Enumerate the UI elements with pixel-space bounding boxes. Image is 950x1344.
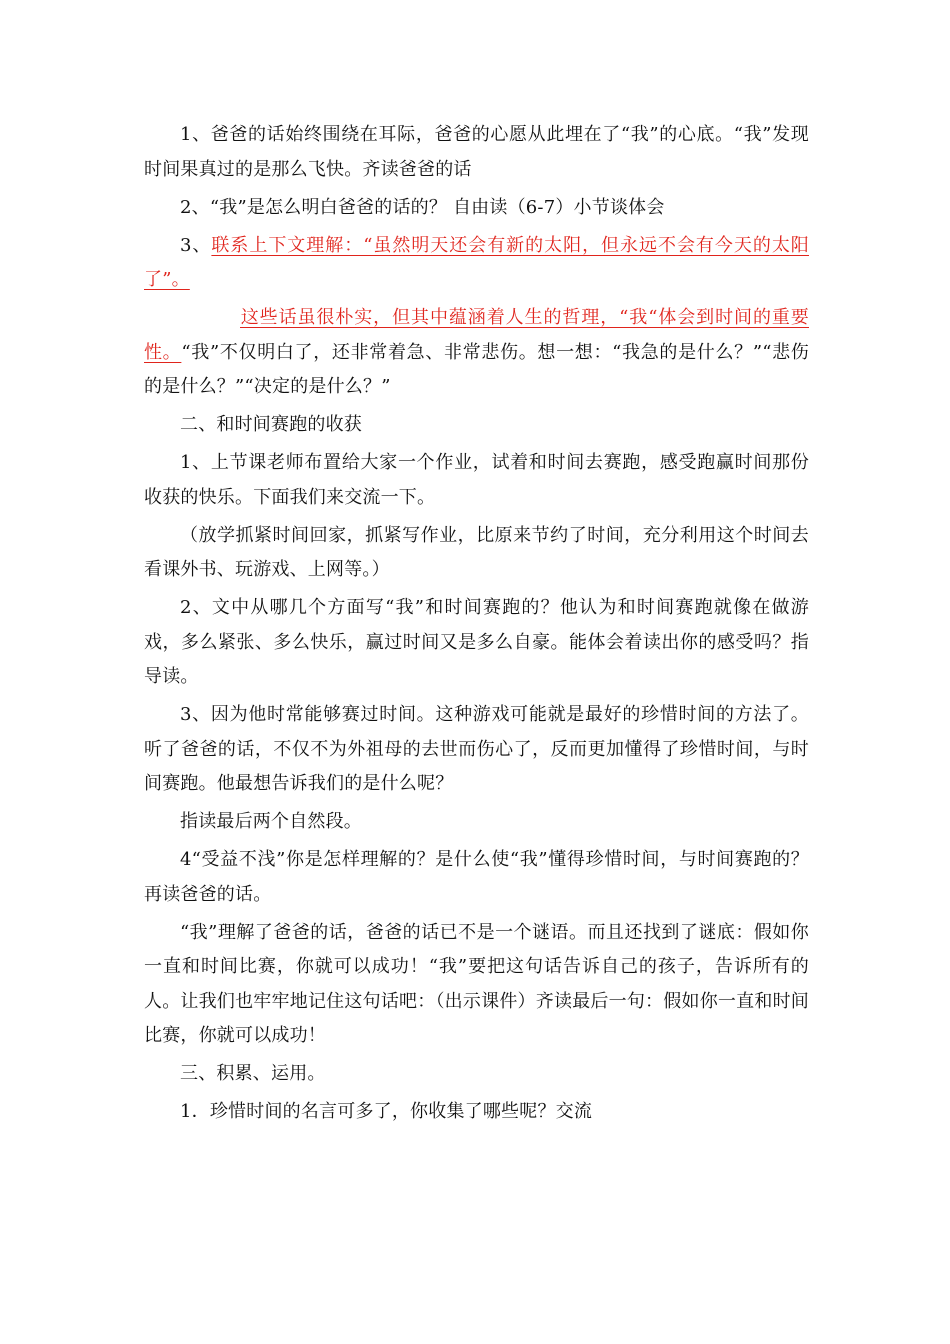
- paragraph-8: 2、文中从哪几个方面写“我”和时间赛跑的？他认为和时间赛跑就像在做游戏，多么紧张、多么快乐，赢过时间又是多么自豪。能体会着读出你的感受吗？指导读。: [144, 597, 809, 687]
- paragraph-9: 3、因为他时常能够赛过时间。这种游戏可能就是最好的珍惜时间的方法了。听了爸爸的话，不仅不为外祖母的去世而伤心了，反而更加懂得了珍惜时间，与时间赛跑。他最想告诉我们的是什么呢？: [144, 704, 809, 794]
- paragraph-1: 1、爸爸的话始终围绕在耳际，爸爸的心愿从此埋在了“我”的心底。“我”发现时间果真过的是那么飞快。齐读爸爸的话: [144, 124, 809, 180]
- paragraph-4-rest: “我”不仅明白了，还非常着急、非常悲伤。想一想：“我急的是什么？”“悲伤的是什么？”“决定的是什么？”: [144, 341, 809, 397]
- section-heading-2: 二、和时间赛跑的收获: [180, 414, 362, 435]
- paragraph-4: [144, 301, 809, 405]
- paragraph-7: （放学抓紧时间回家，抓紧写作业，比原来节约了时间，充分利用这个时间去看课外书、玩游戏、上网等。）: [144, 524, 809, 580]
- section-heading-3: 三、积累、运用。: [180, 1063, 326, 1084]
- paragraph-3: [144, 229, 809, 298]
- paragraph-11: 4“受益不浅”你是怎样理解的？是什么使“我”懂得珍惜时间，与时间赛跑的？再读爸爸的话。: [144, 849, 809, 905]
- paragraph-12: “我”理解了爸爸的话，爸爸的话已不是一个谜语。而且还找到了谜底：假如你一直和时间比赛，你就可以成功！“我”要把这句话告诉自己的孩子，告诉所有的人。让我们也牢牢地记住这句话吧：（出示课件）齐读最后一句：假如你一直和时间比赛，你就可以成功！: [144, 921, 809, 1046]
- highlight-text-2-content: 这些话虽很朴实，但其中蕴涵着人生的哲理，“我“体会到时间的重要性。: [144, 307, 809, 363]
- paragraph-6: 1、上节课老师布置给大家一个作业，试着和时间去赛跑，感受跑赢时间那份收获的快乐。下面我们来交流一下。: [144, 452, 809, 508]
- paragraph-3-number: 3、: [180, 234, 212, 256]
- paragraph-14: 1．珍惜时间的名言可多了，你收集了哪些呢？交流: [180, 1101, 593, 1122]
- paragraph-10: 指读最后两个自然段。: [180, 811, 362, 832]
- paragraph-2: 2、“我”是怎么明白爸爸的话的？ 自由读（6-7）小节谈体会: [180, 196, 665, 218]
- highlight-text-1: 联系上下文理解：“虽然明天还会有新的太阳，但永远不会有今天的太阳了”。: [144, 234, 809, 290]
